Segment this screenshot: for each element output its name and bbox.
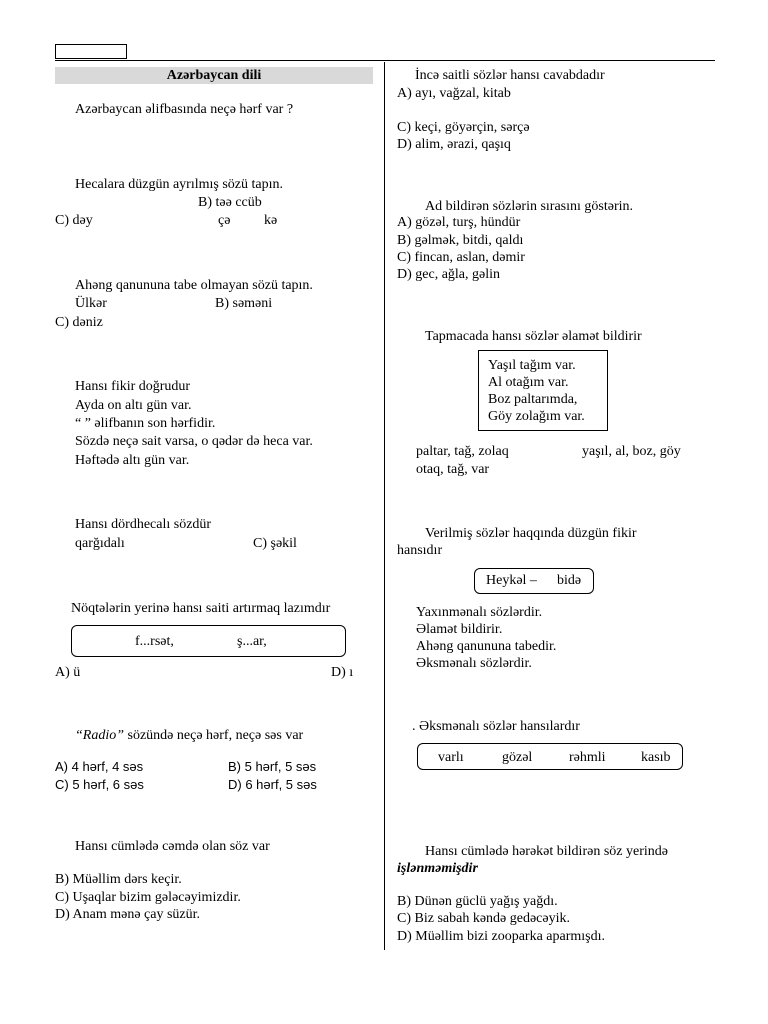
left-q7-option-a: A) 4 hərf, 4 səs [55,759,144,774]
left-q3-option-c: C) dəniz [55,315,103,330]
right-q2-option-a: A) gözəl, turş, hündür [397,215,521,230]
left-q6-word-2: ş...ar, [237,634,267,649]
right-q4-option-4: Əksmənalı sözlərdir. [416,656,532,671]
left-q4-option-3: Sözdə neçə sait varsa, o qədər də heca var. [75,434,313,449]
left-q2-option-b: B) təə ccüb [198,195,262,210]
right-q6-option-b: B) Dünən güclü yağış yağdı. [397,894,558,909]
right-q4-option-3: Ahəng qanununa tabedir. [416,639,557,654]
left-q2-text: Hecalara düzgün ayrılmış sözü tapın. [75,177,283,192]
right-q3-option-3: otaq, tağ, var [416,462,490,477]
right-q3-riddle-line-4: Göy zolağım var. [488,409,585,424]
name-box [55,44,127,59]
right-q2-option-d: D) gec, ağla, gəlin [397,267,501,282]
right-q6-option-d: D) Müəllim bizi zooparka aparmışdı. [397,929,605,944]
left-q8-text: Hansı cümlədə cəmdə olan söz var [75,839,270,854]
left-q6-option-a: A) ü [55,665,81,680]
right-q4-box-word-2: bidə [557,573,582,588]
left-q3-option-a: Ülkər [75,296,107,311]
left-q2-option-c-end: kə [264,213,278,228]
left-q2-option-c: C) dəy [55,213,93,228]
right-q3-riddle-line-2: Al otağım var. [488,375,569,390]
left-q3-text: Ahəng qanununa tabe olmayan sözü tapın. [75,278,313,293]
left-q7-option-b: B) 5 hərf, 5 səs [228,759,317,774]
right-q4-option-2: Əlamət bildirir. [416,622,503,637]
right-q2-option-c: C) fincan, aslan, dəmir [397,250,525,265]
left-q1-text: Azərbaycan əlifbasında neçə hərf var ? [75,102,294,117]
left-q4-text: Hansı fikir doğrudur [75,379,191,394]
right-q4-text-2: hansıdır [397,543,443,558]
right-q4-text-1: Verilmiş sözlər haqqında düzgün fikir [425,526,637,541]
right-q2-text: Ad bildirən sözlərin sırasını göstərin. [425,199,634,214]
left-q8-option-b: B) Müəllim dərs keçir. [55,872,182,887]
left-q3-option-b: B) səməni [215,296,273,311]
left-q5-option-c: C) şəkil [253,536,297,551]
left-q8-option-d: D) Anam mənə çay süzür. [55,907,201,922]
left-q6-option-d: D) ı [331,665,354,680]
right-q6-text-1: Hansı cümlədə hərəkət bildirən söz yerində [425,844,668,859]
subject-title: Azərbaycan dili [166,68,262,83]
left-q5-option-a: qarğıdalı [75,536,125,551]
left-q7-question [75,727,303,744]
right-q5-word-4: kasıb [641,750,671,765]
right-q6-option-c: C) Biz sabah kəndə gedəcəyik. [397,911,570,926]
right-q3-option-1: paltar, tağ, zolaq [416,444,509,459]
right-q1-option-c: C) keçi, göyərçin, sərçə [397,120,530,135]
left-q5-text: Hansı dördhecalı sözdür [75,517,212,532]
right-q3-riddle-line-3: Boz paltarımda, [488,392,578,407]
left-q4-option-1: Ayda on altı gün var. [75,398,192,413]
left-q4-option-4: Həftədə altı gün var. [75,453,190,468]
top-rule [55,60,715,61]
column-divider [384,62,385,950]
right-q5-word-3: rəhmli [569,750,606,765]
left-q6-text: Nöqtələrin yerinə hansı saiti artırmaq lazımdır [71,601,331,616]
left-q4-option-2: “ ” əlifbanın son hərfidir. [75,416,216,431]
left-q7-word: “Radio” [75,728,125,743]
right-q1-option-d: D) alim, ərazi, qaşıq [397,137,511,152]
right-q1-text: İncə saitli sözlər hansı cavabdadır [415,68,605,83]
right-q5-word-2: gözəl [502,750,533,765]
right-q2-option-b: B) gəlmək, bitdi, qaldı [397,233,524,248]
left-q7-option-c: C) 5 hərf, 6 səs [55,777,144,792]
right-q4-box-word-1: Heykəl – [486,573,537,588]
right-q1-option-a: A) ayı, vağzal, kitab [397,86,511,101]
left-q7-option-d: D) 6 hərf, 5 səs [228,777,317,792]
right-q4-option-1: Yaxınmənalı sözlərdir. [416,605,543,620]
left-q7-text: sözündə neçə hərf, neçə səs var [124,728,304,743]
left-q8-option-c: C) Uşaqlar bizim gələcəyimizdir. [55,890,241,905]
right-q5-text: . Əksmənalı sözlər hansılardır [412,719,580,734]
right-q5-word-1: varlı [438,750,464,765]
left-q2-option-c-mid: çə [218,213,231,228]
right-q3-text: Tapmacada hansı sözlər əlamət bildirir [425,329,642,344]
right-q3-option-2: yaşıl, al, boz, göy [582,444,681,459]
left-q6-word-1: f...rsət, [135,634,174,649]
right-q6-text-2: işlənməmişdir [397,861,478,876]
right-q3-riddle-line-1: Yaşıl tağım var. [488,358,576,373]
left-q6-word-box [71,625,346,657]
